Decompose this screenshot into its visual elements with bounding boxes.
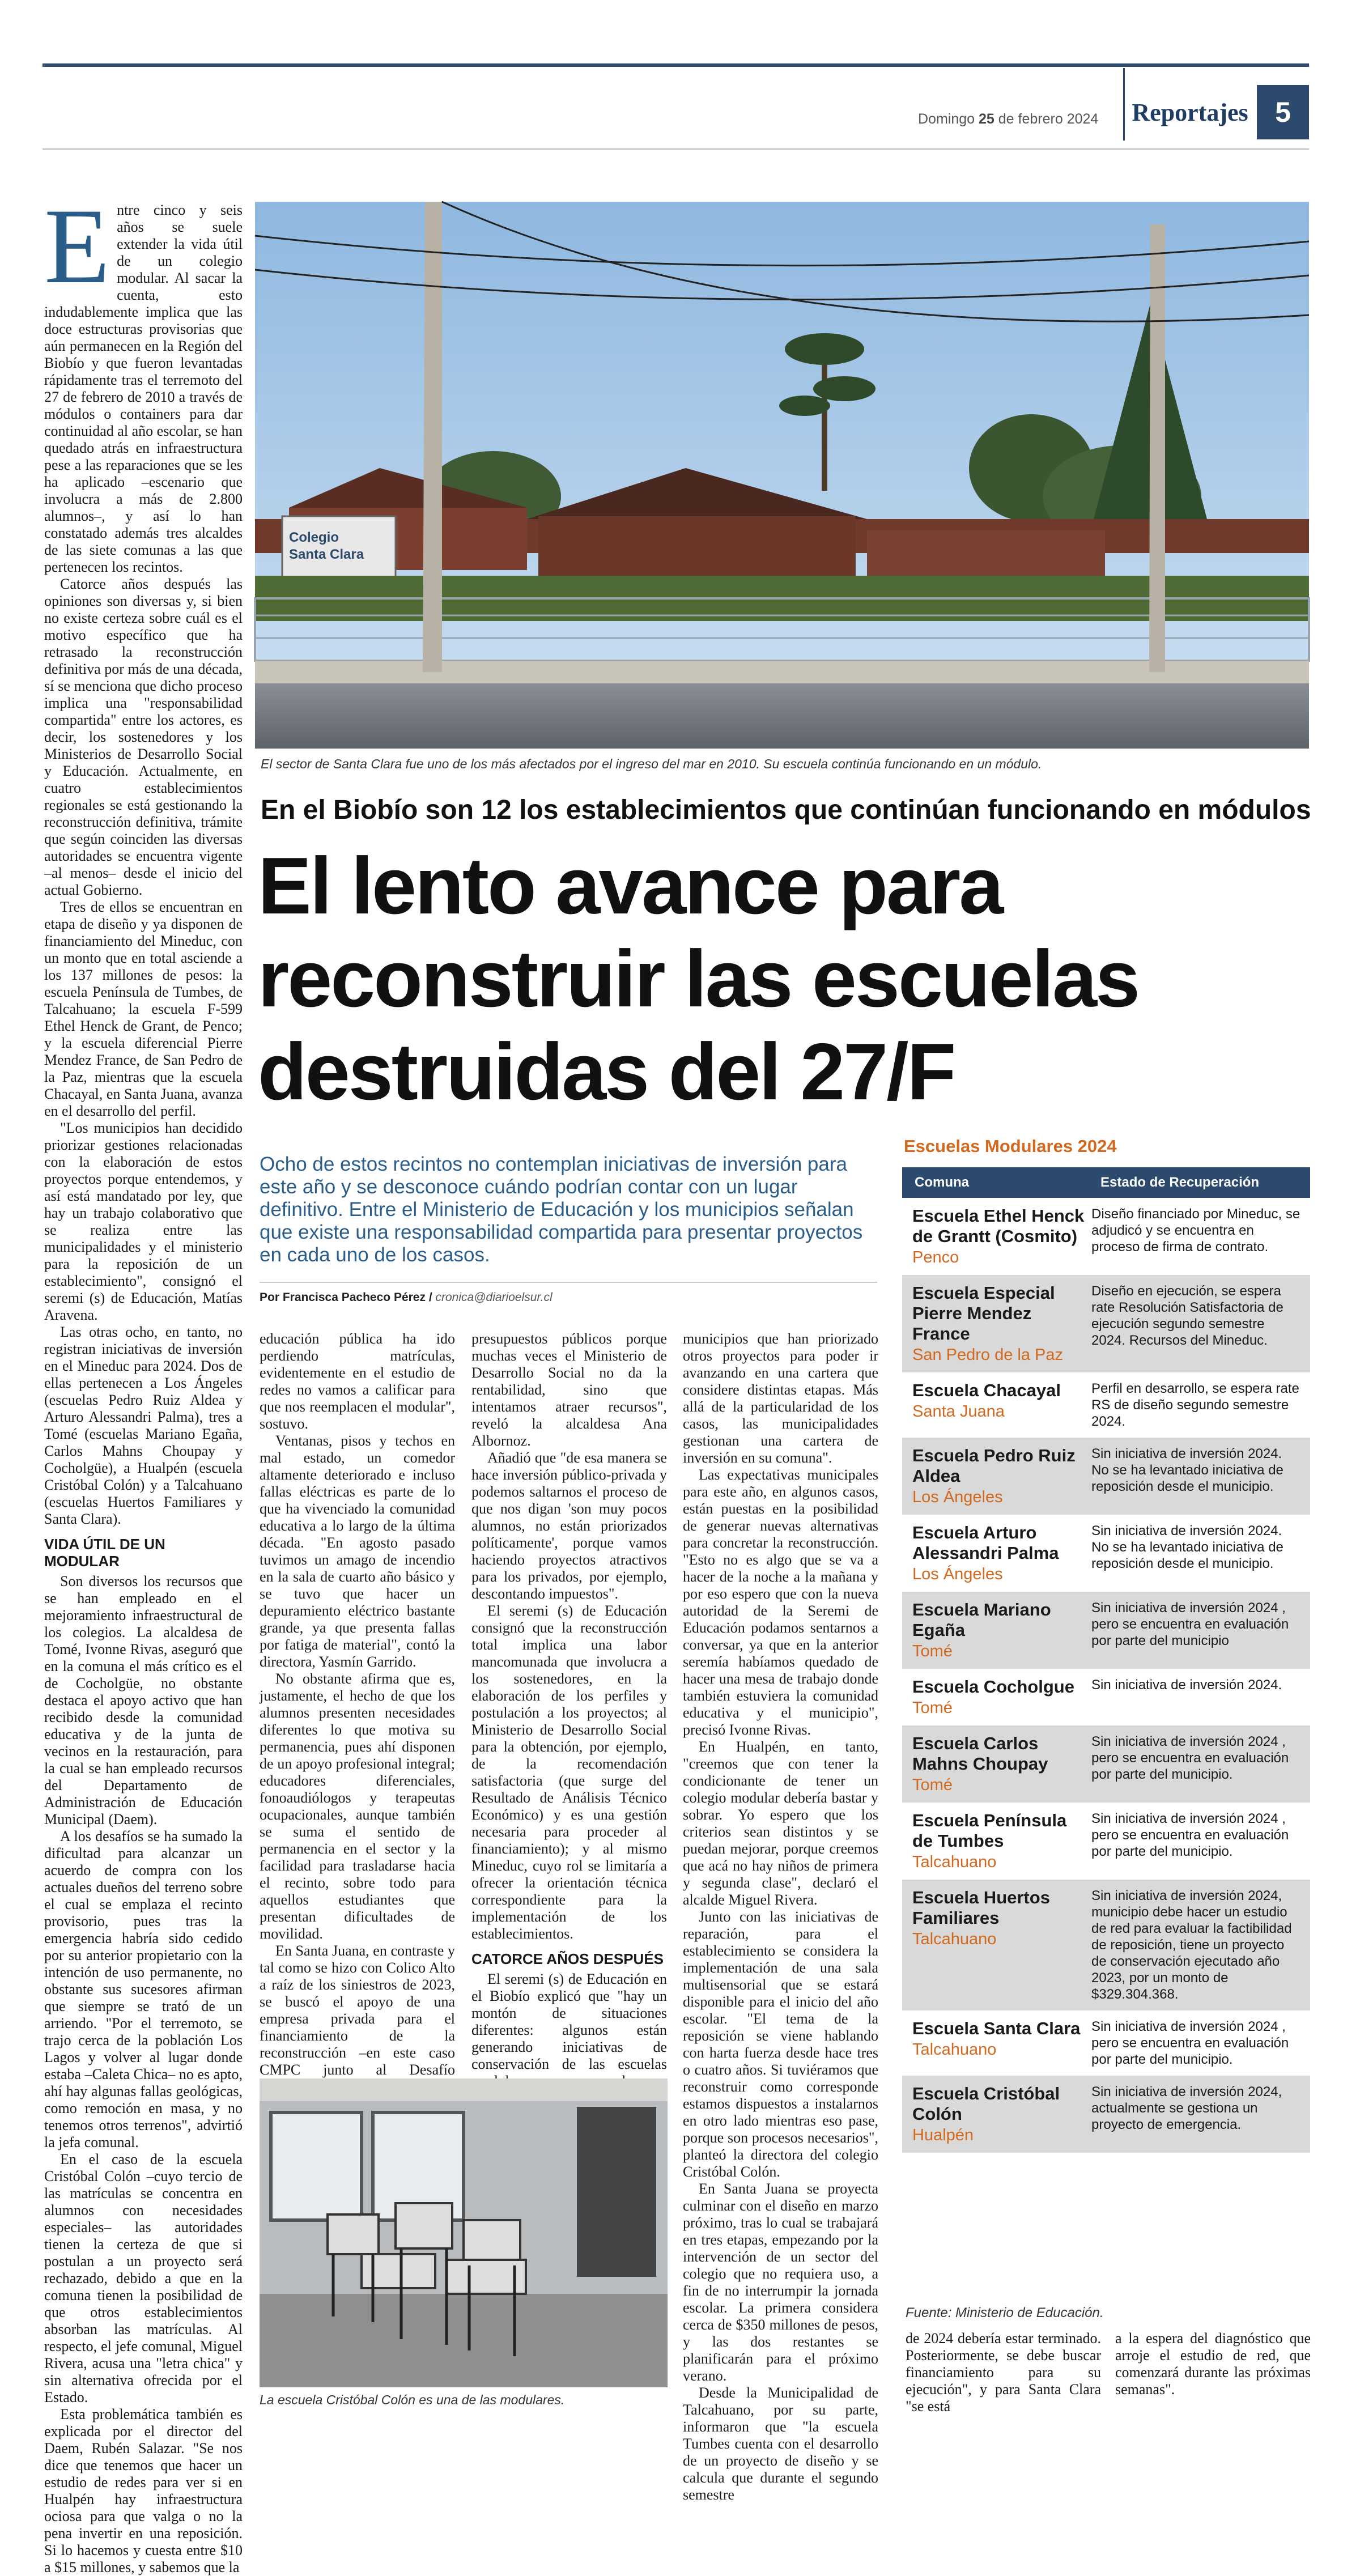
header-underline [42,148,1309,150]
drop-cap: E [44,187,110,306]
table-row [902,1198,1310,1275]
school-status: Sin iniciativa de inversión 2024 , pero se encuentra en evaluación por parte del municipio. [1091,1734,1289,1782]
paragraph: Añadió que "de esa manera se hace inversión público-privada y podemos saltarnos el proceso de que nos digan 'son muy pocos alumnos, no están priorizados políticamente', porque vamos haciendo proyectos atractivos para los privados, por ejemplo, descontando impuestos". [471,1449,667,1602]
main-photo [255,202,1309,749]
paragraph: educación pública ha ido perdiendo matrículas, evidentemente en el estudio de redes no vamos a calificar para que nos reemplacen el modular", sostuvo. [260,1330,455,1432]
classroom-photo [260,2078,668,2387]
lead-paragraph: Ocho de estos recintos no contemplan iniciativas de inversión para este año y se desconoce cuándo podrían contar con un lugar definitivo. Entre el Ministerio de Educación y los municipios señalan que existe una responsabilidad compartida para presentar proyectos en cada uno de los casos. [260,1153,863,1266]
byline-email: cronica@diarioelsur.cl [435,1291,552,1304]
school-comuna: Penco [912,1248,959,1266]
headline-line-1: El lento avance para [258,841,1002,931]
school-name: Escuela Santa Clara [912,2018,1081,2038]
paragraph: Son diversos los recursos que se han empleado en el mejoramiento infraestructural de los colegios. La alcaldesa de Tomé, Ivonne Rivas, aseguró que en la comuna el más crítico es el de Cocholgüe, no obstante destaca el apoyo activo que han recibido desde la comunidad educativa y de la junta de vecinos en la restauración, para la cual se han empleado recursos del Departamento de Administración de Educación Municipal (Daem). [44,1573,243,1827]
article-column-4 [683,1330,878,2503]
table-row [902,2010,1310,2076]
byline [260,1282,877,1304]
table-row [902,1880,1310,2010]
school-name: Escuela Ethel Henck de Grantt (Cosmito) [912,1206,1085,1246]
paragraph: Catorce años después las opiniones son diversas y, si bien no existe certeza sobre cuál es el motivo específico que ha retrasado la reconstrucción definitiva por más de una década, sí se menciona que dicho proceso implica una "responsabilidad compartida" entre los actores, es decir, los sostenedores y los Ministerios de Desarrollo Social y Educación. Actualmente, en cuatro establecimientos regionales se está gestionando la reconstrucción definitiva, trámite que según coinciden las diversas autoridades se encuentra vigente –al menos– desde el inicio del actual Gobierno. [44,576,243,898]
school-name: Escuela Especial Pierre Mendez France [912,1283,1055,1344]
date-rest: de febrero 2024 [998,111,1099,127]
headline-line-3: destruidas del 27/F [258,1027,955,1117]
header-date [918,111,1098,127]
classroom-module [867,530,1105,581]
araucaria-crown [813,376,876,401]
school-status: Sin iniciativa de inversión 2024 , pero se encuentra en evaluación por parte del municipio. [1091,1811,1289,1859]
header-estado: Estado de Recuperación [1100,1175,1260,1190]
paragraph: Esta problemática también es explicada por el director del Daem, Rubén Salazar. "Se nos dice que tenemos que hacer un estudio de redes para ver si en Hualpén hay infraestructura ociosa para que valga o no la pena invertir en una reposición. Si lo hacemos y cuesta entre $10 a $15 millones, y sabemos que la [44,2406,243,2575]
table-row [902,1372,1310,1438]
school-comuna: Talcahuano [912,1930,997,1948]
school-name: Escuela Cocholgue [912,1677,1074,1697]
school-status: Sin iniciativa de inversión 2024, actualmente se gestiona un proyecto de emergencia. [1091,2084,1282,2132]
date-day: 25 [979,111,994,127]
school-name: Escuela Pedro Ruiz Aldea [912,1446,1076,1486]
utility-pole [1149,224,1165,672]
ceiling [260,2078,668,2101]
page-number: 5 [1257,85,1309,139]
school-photo-illustration [255,202,1309,749]
paragraph: En Santa Juana, en contraste y tal como se hizo con Colico Alto a raíz de los siniestros de 2023, se buscó el apoyo de una empresa privada para el financiamiento de la reconstrucción –en este caso CMPC junto al Desafío [260,1942,455,2078]
table-row [902,1592,1310,1669]
table-row [902,1438,1310,1515]
article-column-5 [906,2330,1101,2415]
school-comuna: Talcahuano [912,2041,997,2059]
door [577,2107,656,2277]
school-sign-line2: Santa Clara [289,547,364,562]
table-row [902,2076,1310,2153]
school-name: Escuela Arturo Alessandri Palma [912,1523,1059,1563]
tree-trunk [822,343,827,491]
paragraph: de 2024 debería estar terminado. Posteriormente, se debe buscar financiamiento para su ejecución", y para Santa Clara "se está [906,2330,1101,2415]
table-header [902,1167,1310,1198]
school-comuna: San Pedro de la Paz [912,1346,1064,1364]
window [271,2112,362,2220]
school-status: Sin iniciativa de inversión 2024. No se ha levantado iniciativa de reposición desde el municipio. [1091,1446,1284,1494]
paragraph: A los desafíos se ha sumado la dificultad para alcanzar un acuerdo de compra con los actuales dueños del terreno sobre el cual se emplaza el recinto provisorio, pues tras la emergencia habría sido cedido por su anterior propietario con la intención de uso permanente, no obstante sus sucesores afirman que siempre se trató de un arriendo. "Por el terremoto, se trajo cerca de la población Los Lagos y volver al lugar donde estaba –Caleta Chica– no es apto, ahí hay algunas fallas geológicas, como remoción en masa, y no tenemos otros terrenos", advirtió la jefa comunal. [44,1828,243,2150]
paragraph: municipios que han priorizado otros proyectos para poder ir avanzando en una cartera que considere distintas etapas. Más allá de la particularidad de los casos, las municipalidades gestionan una cartera de inversión en su comuna". [683,1330,878,1466]
school-status: Sin iniciativa de inversión 2024 , pero se encuentra en evaluación por parte del municipio. [1091,2019,1289,2067]
floor [260,2294,668,2387]
table-row [902,1515,1310,1592]
utility-pole [423,202,442,672]
date-prefix: Domingo [918,111,975,127]
paragraph: Desde la Municipalidad de Talcahuano, por su parte, informaron que "la escuela Tumbes cuenta con el desarrollo de un proyecto de diseño y se calcula que durante el segundo semestre [683,2384,878,2503]
school-comuna: Los Ángeles [912,1565,1003,1583]
paragraph: No obstante afirma que es, justamente, el hecho de que los alumnos presenten necesidades diferentes lo que motiva su permanencia, pues ahí disponen de un apoyo profesional integral; educadores diferenciales, fonoaudiólogos y terapeutas ocupacionales, aunque también se suma el sentido de permanencia en el sector y la facilidad para trasladarse hacia el recinto, sobre todo para aquellos estudiantes que presentan dificultades de movilidad. [260,1670,455,1942]
school-comuna: Hualpén [912,2126,974,2144]
classroom-photo-illustration [260,2078,668,2387]
araucaria-crown [779,396,830,416]
school-name: Escuela Carlos Mahns Choupay [912,1733,1048,1774]
subheading: VIDA ÚTIL DE UN MODULAR [44,1536,165,1570]
schools-table [902,1167,1310,2153]
headline [258,840,1255,1119]
article-column-2 [260,1330,455,2078]
school-status: Diseño en ejecución, se espera rate Resolución Satisfactoria de ejecución segundo semestre 2024. Recursos del Mineduc. [1091,1283,1284,1348]
article-column-3 [471,1330,667,2072]
byline-author: Por Francisca Pacheco Pérez / [260,1291,432,1304]
school-comuna: Santa Juana [912,1402,1005,1421]
paragraph: Junto con las iniciativas de reparación, para el establecimiento se considera la implementación de una sala multisensorial que se estará disponible para el inicio del año escolar. "El tema de la reposición se viene hablando con harta fuerza desde hace tres o cuatro años. Si tuviéramos que reconstruir como corresponde estamos dispuestos a instalarnos en otro lado mientras eso pase, porque son procesos necesarios", planteó la directora del colegio Cristóbal Colón. [683,1908,878,2180]
school-status: Sin iniciativa de inversión 2024, municipio debe hacer un estudio de red para evaluar la factibilidad de reposición, tiene un proyecto de conservación ejecutado año 2023, por un monto de $329.304.368. [1091,1888,1292,2002]
school-sign-line1: Colegio [289,530,339,545]
paragraph: En el caso de la escuela Cristóbal Colón –cuyo tercio de las matrículas se concentra en alumnos con necesidades especiales– las autoridades tienen la certeza de que si postulan a un proyecto será rechazado, debido a que en la comuna tienen la posibilidad de que otros establecimientos absorban las matrículas. Al respecto, el jefe comunal, Miguel Rivera, acusa una "letra chica" y sin alternativa ofrecida por el Estado. [44,2151,243,2405]
table-row [902,1669,1310,1725]
classroom-module [538,516,856,584]
table-row [902,1275,1310,1372]
school-status: Perfil en desarrollo, se espera rate RS de diseño segundo semestre 2024. [1091,1381,1299,1429]
table-title: Escuelas Modulares 2024 [904,1136,1117,1156]
school-comuna: Tomé [912,1699,953,1717]
paragraph: "Los municipios han decidido priorizar gestiones relacionadas con la elaboración de estos proyectos porque entendemos, y así está mandatado por ley, que hay un trabajo colaborativo que se realiza entre las municipalidades y el ministerio para la reposición de un establecimiento", consignó el seremi (s) de Educación, Matías Aravena. [44,1120,243,1323]
paragraph: El seremi (s) de Educación en el Biobío explicó que "hay un montón de situaciones diferentes: algunos están generando iniciativas de conservación de las escuelas [471,1971,667,2072]
school-comuna: Tomé [912,1776,953,1794]
headline-line-2: reconstruir las escuelas [258,934,1138,1024]
classroom-photo-caption: La escuela Cristóbal Colón es una de las modulares. [260,2392,565,2407]
school-name: Escuela Península de Tumbes [912,1810,1067,1851]
school-status: Sin iniciativa de inversión 2024. [1091,1677,1282,1693]
table-source: Fuente: Ministerio de Educación. [906,2305,1104,2320]
school-name: Escuela Mariano Egaña [912,1600,1051,1640]
school-comuna: Tomé [912,1642,953,1660]
article-column-6 [1115,2330,1311,2398]
paragraph: a la espera del diagnóstico que arroje el estudio de red, que comenzará durante las próximas semanas". [1115,2330,1311,2398]
school-name: Escuela Chacayal [912,1380,1061,1400]
school-status: Sin iniciativa de inversión 2024. No se ha levantado iniciativa de reposición desde el municipio. [1091,1523,1284,1571]
paragraph: Ventanas, pisos y techos en mal estado, un comedor altamente deteriorado e incluso fallas eléctricas es parte de lo que ha vivenciado la comunidad educativa a lo largo de la última década. "En agosto pasado tuvimos un amago de incendio en la sala de cuarto año básico y se tuvo que hacer un depuramiento eléctrico bastante grande, ya que presenta fallas por fatiga de material", contó la directora, Yasmín Garrido. [260,1432,455,1670]
paragraph: ntre cinco y seis años se suele extender la vida útil de un colegio modular. Al sacar la cuenta, esto indudablemente implica que las doce estructuras provisorias que aún permanecen en la Región del Biobío y que fueron levantadas rápidamente tras el terremoto del 27 de febrero de 2010 a través de módulos o containers para dar continuidad al año escolar, se han quedado atrás en infraestructura pese a las reparaciones que se les ha aplicado –escenario que involucra a más de 2.800 alumnos–, y así lo han constatado además tres alcaldes de las siete comunas a las que pertenecen los recintos. [44,202,243,575]
table-row [902,1803,1310,1880]
paragraph: El seremi (s) de Educación consignó que la reconstrucción total implica una labor mancomunada que involucra a los sostenedores, en la elaboración de los perfiles y postulación a los proyectos; al Ministerio de Desarrollo Social para la obtención, por ejemplo, de la recomendación satisfactoria (que surge del Resultado de Análisis Técnico Económico) y es una gestión necesaria para proceder al financiamiento); y al mismo Mineduc, cuyo rol se limitaría a ofrecer la orientación técnica correspondiente para la implementación de los establecimientos. [471,1602,667,1942]
paragraph: Tres de ellos se encuentran en etapa de diseño y ya disponen de financiamiento del Mineduc, con un monto que en total asciende a los 137 millones de pesos: la escuela Península de Tumbes, de Talcahuano; la escuela F-599 Ethel Henck de Grant, de Penco; y la escuela diferencial Pierre Mendez France, de San Pedro de la Paz, mientras que la escuela Chacayal, en Santa Juana, avanza en el desarrollo del perfil. [44,899,243,1119]
school-status: Diseño financiado por Mineduc, se adjudicó y se encuentra en proceso de firma de contrato. [1091,1206,1300,1255]
school-name: Escuela Cristóbal Colón [912,2084,1060,2124]
table-row [902,1725,1310,1803]
paragraph: Las expectativas municipales para este año, en algunos casos, están puestas en la posibilidad de generar nuevas alternativas para concretar la reconstrucción. "Esto no es algo que se va a hacer de la noche a la mañana y por eso espero que con la nueva autoridad de la Seremi de Educación podamos sentarnos a conversar, ya que en la anterior seremía habíamos quedado de hacer una mesa de trabajo donde también estuviera la comunidad educativa y el municipio", precisó Ivonne Rivas. [683,1466,878,1738]
kicker: En el Biobío son 12 los establecimientos que continúan funcionando en módulos [261,795,1311,825]
school-comuna: Talcahuano [912,1853,997,1871]
subheading: CATORCE AÑOS DESPUÉS [471,1950,664,1967]
school-name: Escuela Huertos Familiares [912,1888,1050,1928]
paragraph: En Santa Juana se proyecta culminar con el diseño en marzo próximo, tras lo cual se trabajará en tres etapas, empezando por la intervención de un sector del colegio que no requiera uso, a fin de no interrumpir la jornada escolar. La primera considera cerca de $350 millones de pesos, y las dos restantes se planificarán para el próximo verano. [683,2180,878,2384]
article-column-1 [44,187,243,2575]
araucaria-crown [785,333,864,365]
school-comuna: Los Ángeles [912,1488,1003,1506]
main-photo-caption: El sector de Santa Clara fue uno de los más afectados por el ingreso del mar en 2010. Su escuela continúa funcionando en un módulo. [261,756,1042,771]
paragraph: presupuestos públicos porque muchas veces el Ministerio de Desarrollo Social no da la rentabilidad, sino que intentamos atraer recursos", reveló la alcaldesa Ana Albornoz. [471,1330,667,1449]
top-rule [42,63,1309,67]
header-comuna: Comuna [915,1175,969,1190]
paragraph: Las otras ocho, en tanto, no registran iniciativas de inversión en el Mineduc para 2024. Dos de ellas pertenecen a Los Ángeles (escuelas Pedro Ruiz Aldea y Arturo Alessandri Palma), tres a Tomé (escuelas Mariano Egaña, Carlos Mahns Choupay y Cocholgüe), a Hualpén (escuela Cristóbal Colón) y a Talcahuano (escuelas Huertos Familiares y Santa Clara). [44,1324,243,1527]
paragraph: En Hualpén, en tanto, "creemos que con tener la condicionante de tener un colegio modular debería bastar y sobrar. Yo espero que los criterios sean distintos y se puedan mejorar, porque creemos que acá no hay niños de primera y segunda clase", declaró el alcalde Miguel Rivera. [683,1738,878,1908]
road [255,683,1309,749]
school-status: Sin iniciativa de inversión 2024 , pero se encuentra en evaluación por parte del municipio [1091,1600,1289,1648]
section-title: Reportajes [1132,98,1248,126]
